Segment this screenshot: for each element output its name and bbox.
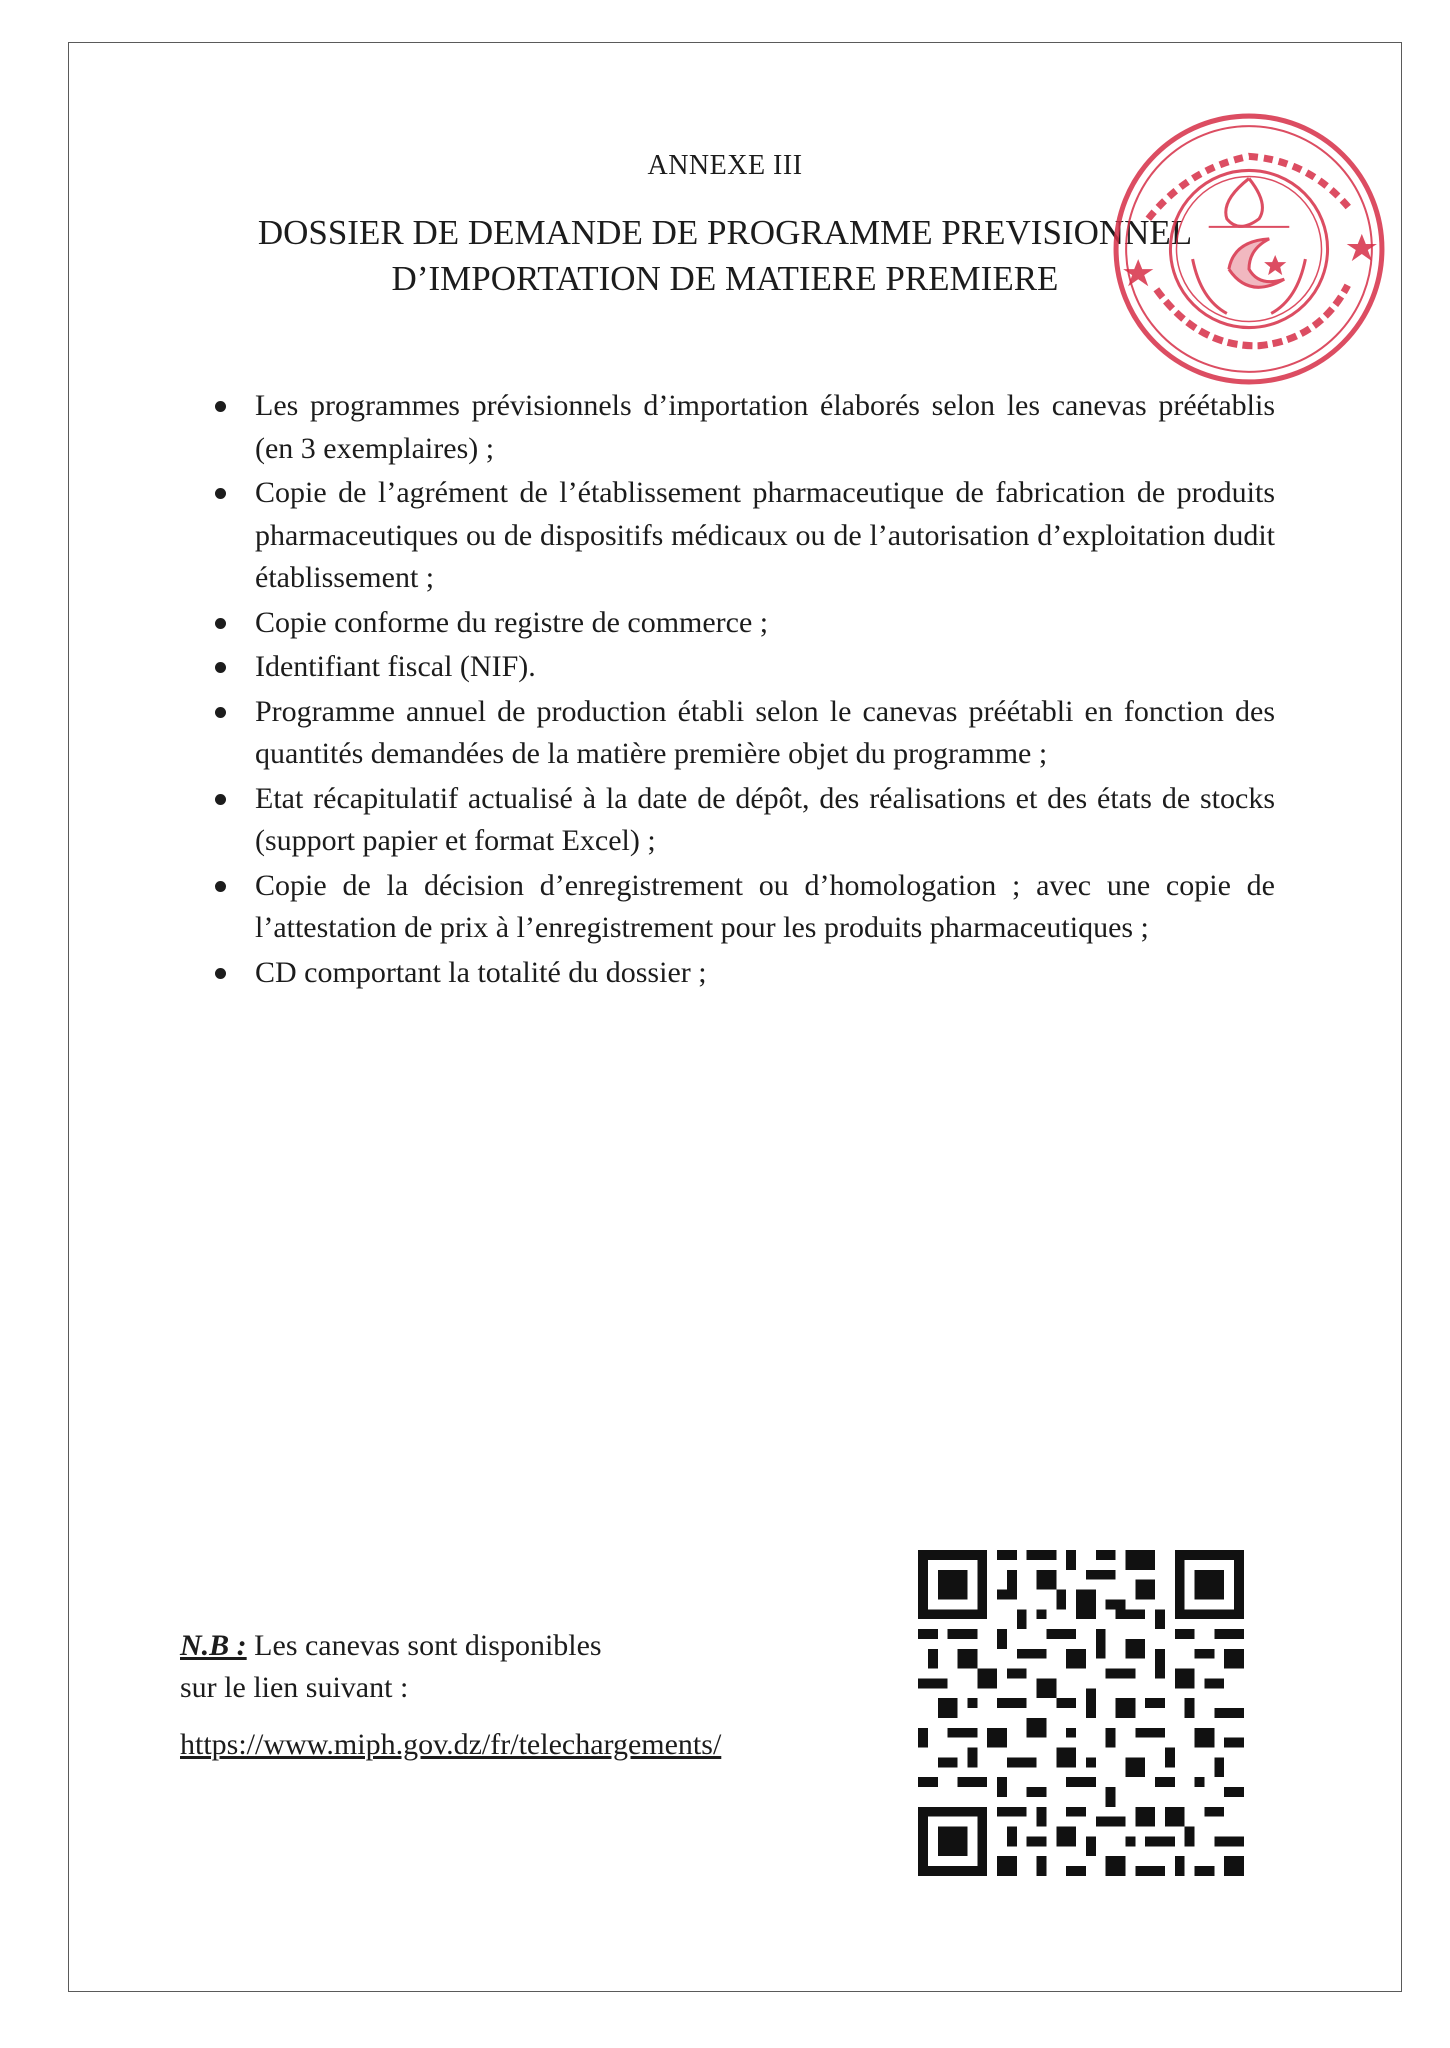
requirements-list xyxy=(205,385,1275,996)
list-item xyxy=(205,602,1275,645)
title-line-1: DOSSIER DE DEMANDE DE PROGRAMME PREVISIONNEL xyxy=(257,213,1193,252)
qr-code-icon xyxy=(918,1550,1244,1876)
bullet-icon xyxy=(215,794,226,805)
official-stamp-icon xyxy=(1108,108,1390,390)
bullet-icon xyxy=(215,707,226,718)
bullet-icon xyxy=(215,618,226,629)
bullet-icon xyxy=(215,401,226,412)
note-line-1 xyxy=(180,1625,602,1667)
bullet-icon xyxy=(215,488,226,499)
note-block xyxy=(180,1625,602,1709)
bullet-icon xyxy=(215,881,226,892)
bullet-icon xyxy=(215,968,226,979)
note-line-2: sur le lien suivant : xyxy=(180,1671,409,1704)
list-item xyxy=(205,691,1275,776)
list-item xyxy=(205,865,1275,950)
requirement-text: Copie conforme du registre de commerce ; xyxy=(255,605,769,639)
list-item xyxy=(205,778,1275,863)
title-line-2: D’IMPORTATION DE MATIERE PREMIERE xyxy=(391,259,1059,298)
annex-label: ANNEXE III xyxy=(647,150,803,181)
requirement-text: CD comportant la totalité du dossier ; xyxy=(255,955,707,989)
requirement-text: Programme annuel de production établi selon le canevas préétabli en fonction des quantités demandées de la matière première objet du programme ; xyxy=(255,694,1275,770)
requirement-text: Etat récapitulatif actualisé à la date de dépôt, des réalisations et des états de stocks (support papier et format Excel) ; xyxy=(255,781,1275,857)
note-label: N.B : xyxy=(180,1629,247,1662)
download-link[interactable]: https://www.miph.gov.dz/fr/telechargements/ xyxy=(180,1728,722,1761)
requirement-text: Identifiant fiscal (NIF). xyxy=(255,650,536,683)
requirement-text: Copie de l’agrément de l’établissement pharmaceutique de fabrication de produits pharmaceutiques ou de dispositifs médicaux ou de l’autorisation d’exploitation dudit établissement ; xyxy=(255,476,1275,594)
list-item xyxy=(205,385,1275,470)
note-text: Les canevas sont disponibles xyxy=(246,1629,602,1662)
requirement-text: Les programmes prévisionnels d’importation élaborés selon les canevas préétablis (en 3 exemplaires) ; xyxy=(255,389,1275,465)
bullet-icon xyxy=(215,662,226,673)
requirement-text: Copie de la décision d’enregistrement ou d’homologation ; avec une copie de l’attestation de prix à l’enregistrement pour les produits pharmaceutiques ; xyxy=(255,868,1275,944)
list-item xyxy=(205,472,1275,600)
list-item xyxy=(205,646,1275,689)
document-title xyxy=(200,210,1250,302)
list-item xyxy=(205,952,1275,995)
